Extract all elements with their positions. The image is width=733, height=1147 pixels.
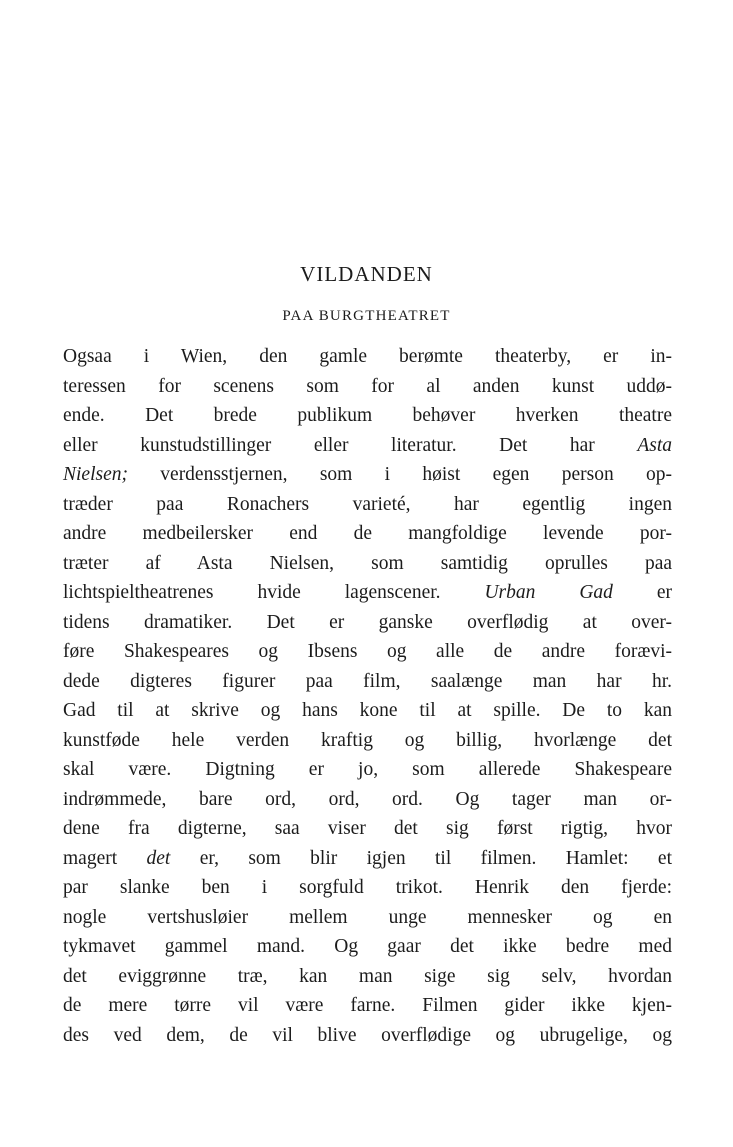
text-line xyxy=(63,726,672,756)
text-line xyxy=(63,549,672,579)
text-segment: teressen for scenens som for al anden kunst uddø- xyxy=(63,375,672,397)
text-line xyxy=(63,785,672,815)
text-segment: Ogsaa i Wien, den gamle berømte theaterby, er in- xyxy=(63,346,672,367)
text-segment: det eviggrønne træ, kan man sige sig selv, hvordan xyxy=(63,965,672,987)
text-segment: er xyxy=(612,582,672,603)
text-segment: ende. Det brede publikum behøver hverken theatre xyxy=(63,405,672,426)
text-segment: des ved dem, de vil blive overflødige og ubrugelige, og xyxy=(63,1024,672,1046)
text-segment: magert xyxy=(63,847,147,869)
text-line xyxy=(63,962,672,992)
text-segment: træder paa Ronachers varieté, har egentlig ingen xyxy=(63,493,672,515)
text-segment: par slanke ben i sorgfuld trikot. Henrik den fjerde: xyxy=(63,877,672,898)
text-line xyxy=(63,431,672,461)
italic-text-segment: det xyxy=(146,847,171,869)
italic-text-segment: Nielsen; xyxy=(63,464,128,485)
text-segment: verdensstjernen, som i høist egen person op- xyxy=(127,464,672,485)
chapter-subtitle: PAA BURGTHEATRET xyxy=(282,308,451,324)
body-text xyxy=(63,342,672,1050)
italic-text-segment: Urban Gad xyxy=(484,582,613,603)
text-segment: de mere tørre vil være farne. Filmen gider ikke kjen- xyxy=(63,995,672,1016)
text-segment: skal være. Digtning er jo, som allerede Shakespeare xyxy=(63,759,672,780)
text-segment: eller kunstudstillinger eller literatur. Det har xyxy=(63,434,638,456)
text-line xyxy=(63,490,672,520)
text-line xyxy=(63,608,672,638)
text-segment: er, som blir igjen til filmen. Hamlet: et xyxy=(170,847,672,869)
text-line xyxy=(63,519,672,549)
text-segment: andre medbeilersker end de mangfoldige levende por- xyxy=(63,523,672,544)
text-line xyxy=(63,696,672,726)
text-segment: tykmavet gammel mand. Og gaar det ikke bedre med xyxy=(63,936,672,957)
text-line xyxy=(63,991,672,1021)
italic-text-segment: Asta xyxy=(637,434,672,456)
text-line xyxy=(63,637,672,667)
text-line xyxy=(63,1021,672,1051)
text-line xyxy=(63,460,672,490)
text-line xyxy=(63,903,672,933)
text-line xyxy=(63,667,672,697)
chapter-title: VILDANDEN xyxy=(300,262,433,286)
text-segment: tidens dramatiker. Det er ganske overflødig at over- xyxy=(63,611,672,633)
text-line xyxy=(63,814,672,844)
text-segment: træter af Asta Nielsen, som samtidig oprulles paa xyxy=(63,552,672,574)
text-line xyxy=(63,755,672,785)
text-segment: dede digteres figurer paa film, saalænge man har hr. xyxy=(63,670,672,692)
text-segment: dene fra digterne, saa viser det sig først rigtig, hvor xyxy=(63,818,672,839)
text-segment: føre Shakespeares og Ibsens og alle de andre forævi- xyxy=(63,641,672,662)
text-segment: indrømmede, bare ord, ord, ord. Og tager man or- xyxy=(63,788,672,810)
text-line xyxy=(63,873,672,903)
text-line xyxy=(63,844,672,874)
text-segment: kunstføde hele verden kraftig og billig, hvorlænge det xyxy=(63,729,672,751)
text-line xyxy=(63,372,672,402)
text-line xyxy=(63,578,672,608)
text-segment: lichtspieltheatrenes hvide lagenscener. xyxy=(63,582,485,603)
text-line xyxy=(63,932,672,962)
text-segment: Gad til at skrive og hans kone til at spille. De to kan xyxy=(63,700,672,721)
text-segment: nogle vertshusløier mellem unge mennesker og en xyxy=(63,906,672,928)
text-line xyxy=(63,401,672,431)
text-line xyxy=(63,342,672,372)
